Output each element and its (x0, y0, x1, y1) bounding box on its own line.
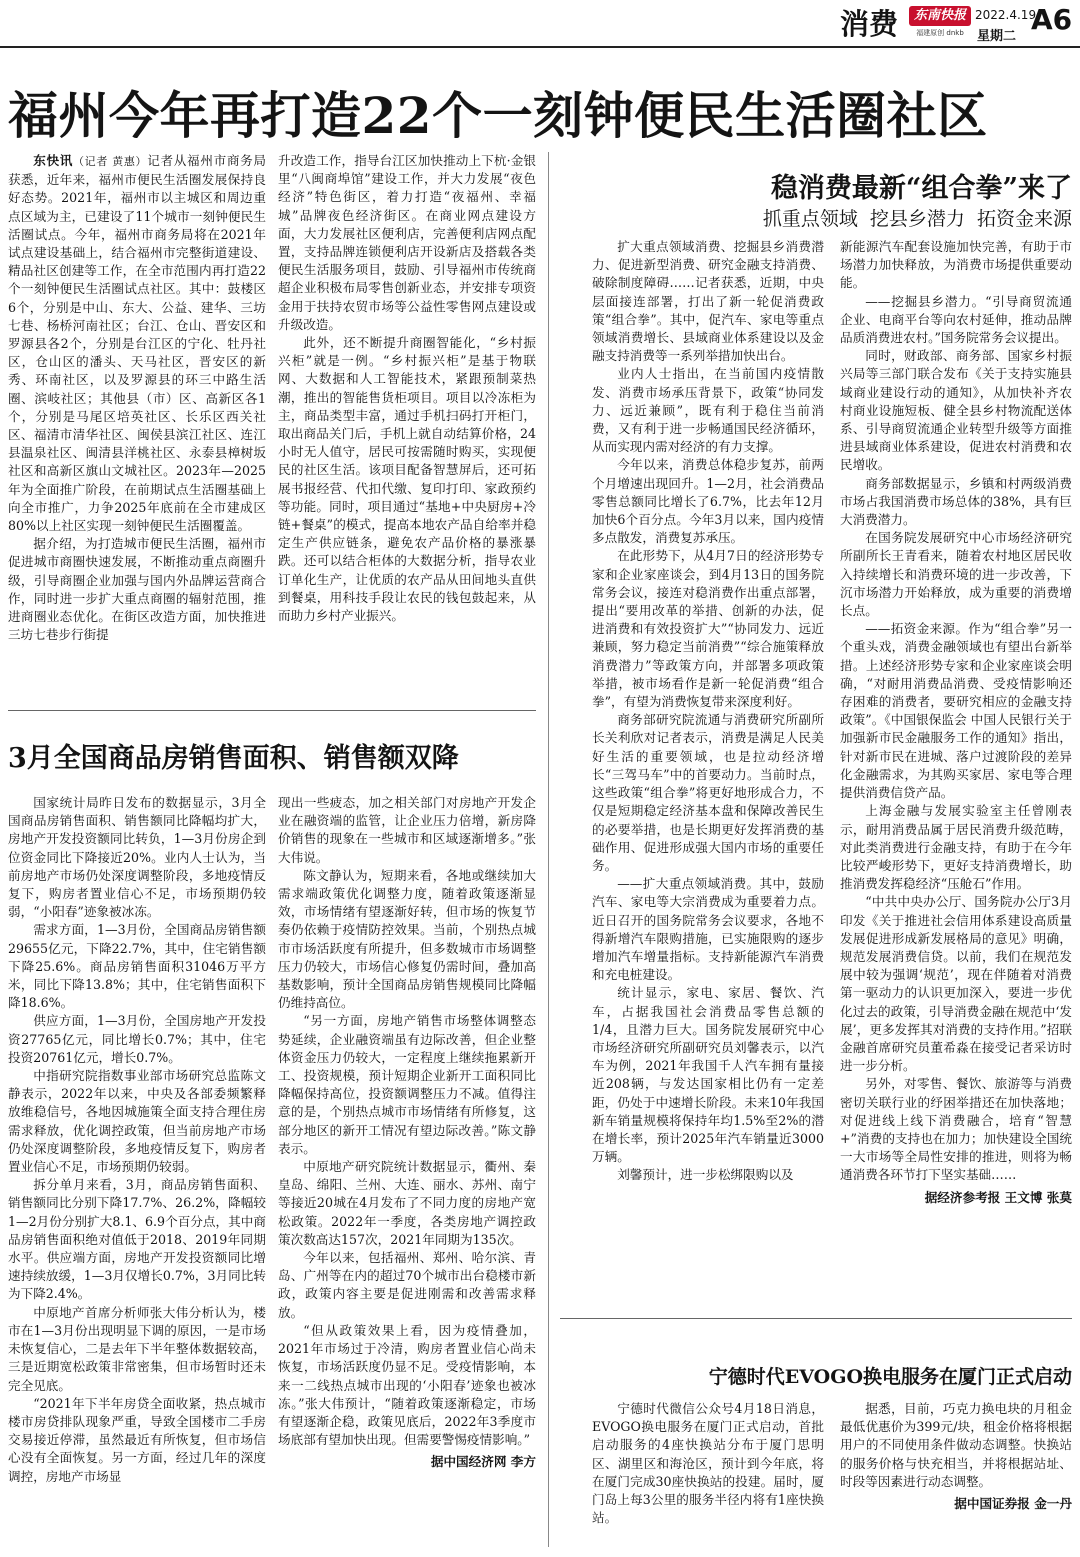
paragraph: 在此形势下，从4月7日的经济形势专家和企业家座谈会，到4月13日的国务院常务会议，接连对稳消费作出重点部署，提出“要用改革的举措、创新的办法，促进消费和有效投资扩大”“协同发力、远近兼顾，努力稳定当前消费”“综合施策释放消费潜力”等政策方向，并部署多项政策举措，被市场看作是新一轮促消费“组合拳”，有望为消费恢复带来深度利好。 (592, 548, 824, 710)
byline: 据中国经济网 李方 (430, 1454, 536, 1470)
article-consumption-column-2 (840, 238, 1072, 1298)
paragraph: “中共中央办公厅、国务院办公厅3月印发《关于推进社会信用体系建设高质量发展促进形成新发展格局的意见》明确，规范发展消费信贷。以前，我们在规范发展中较为强调‘规范’，现在伴随着对消费第一驱动力的认识更加深入，要进一步优化过去的政策，引导消费金融在规范中‘发展’，更多发挥其对消费的支持作用。”招联金融首席研究员董希淼在接受记者采访时进一步分析。 (840, 894, 1072, 1074)
paragraph: 中原地产首席分析师张大伟分析认为，楼市在1—3月份出现明显下调的原因，一是市场未恢复信心，二是去年下半年整体数据较高，三是近期宽松政策非常密集，但市场暂时还未完全见底。 (8, 1304, 266, 1393)
housing-headline: 3月全国商品房销售面积、销售额双降 (8, 743, 459, 774)
paragraph: 今年以来，消费总体稳步复苏，前两个月增速出现回升。1—2月，社会消费品零售总额同比增长了6.7%，比去年12月加快6个百分点。今年3月以来，国内疫情多点散发，消费复苏承压。 (592, 457, 824, 546)
lead-prefix: 东快讯 (33, 153, 73, 168)
paragraph: 同时，财政部、商务部、国家乡村振兴局等三部门联合发布《关于支持实施县域商业建设行动的通知》，从加快补齐农村商业设施短板、健全县乡村物流配送体系、引导商贸流通企业转型升级等方面推进县域商业体系建设，促进农村消费和农民增收。 (840, 348, 1072, 473)
evogo-headline: 宁德时代EVOGO换电服务在厦门正式启动 (708, 1366, 1072, 1388)
paragraph: 刘馨预计，进一步松绑限购以及 (617, 1167, 794, 1183)
paragraph: 上海金融与发展实验室主任曾刚表示，耐用消费品属于居民消费升级范畴，对此类消费进行金融支持，有助于在今年比较严峻形势下，更好支持消费增长，助推消费发挥稳经济“压舱石”作用。 (840, 803, 1072, 892)
page-number: A6 (1031, 3, 1073, 36)
paragraph: 中指研究院指数事业部市场研究总监陈文静表示，2022年以来，中央及各部委频繁释放维稳信号，各地因城施策全面支持合理住房需求释放，优化调控政策，但当前房地产市场仍处深度调整阶段，多地疫情反复下，购房者置业信心不足，市场预期仍较弱。 (8, 1068, 266, 1175)
page-header (0, 0, 1080, 48)
byline: 据经济参考报 王文博 张莫 (924, 1189, 1072, 1205)
paragraph: 据介绍，为打造城市便民生活圈，福州市促进城市商圈快速发展，不断推动重点商圈升级，引导商圈企业加强与国内外品牌运营商合作，同时进一步扩大重点商圈的辐射范围，推进商圈业态优化。在街区改造方面，加快推进三坊七巷步行街提 (8, 536, 266, 643)
byline: 据中国证券报 金一丹 (954, 1496, 1072, 1512)
paragraph: 中原地产研究院统计数据显示，衢州、秦皇岛、绵阳、兰州、大连、丽水、苏州、南宁等接近20城在4月发布了不同力度的房地产宽松政策。2022年一季度，各类房地产调控政策次数高达157次，2021年同期为135次。 (278, 1159, 536, 1247)
article-housing-column-1 (8, 794, 266, 1544)
paragraph: 在国务院发展研究中心市场经济研究所副所长王青看来，随着农村地区居民收入持续增长和消费环境的进一步改善，下沉市场潜力开始释放，成为重要的消费增长点。 (840, 530, 1072, 619)
paragraph: ——拓资金来源。作为“组合拳”另一个重头戏，消费金融领域也有望出台新举措。上述经济形势专家和企业家座谈会明确，“对耐用消费品消费、受疫情影响还存困难的消费者，要研究相应的金融支持政策”。《中国银保监会 中国人民银行关于加强新市民金融服务工作的通知》指出，针对新市民在进城、落户过渡阶段的差异化金融需求，为其购买家居、家电等合理提供消费信贷产品。 (840, 621, 1072, 801)
paragraph: 升改造工作，指导台江区加快推动上下杭·金银里“八闽商埠馆”建设工作，并大力发展“夜色经济”特色街区，着力打造“夜福州、幸福城”品牌夜色经济街区。在商业网点建设方面，大力发展社区便利店，完善便利店网点配置，支持品牌连锁便利店开设新店及搭载各类便民生活服务项目，鼓励、引导福州市传统商超企业积极布局零售创新业态，并安排专项资金用于扶持农贸市场等公益性零售网点建设或升级改造。 (278, 153, 536, 332)
article-main-column-2 (278, 152, 536, 697)
paragraph: 陈文静认为，短期来看，各地或继续加大需求端政策优化调整力度，随着政策逐渐显效，市场情绪有望逐渐好转，但市场的恢复节奏仍依赖于疫情防控效果。当前，个别热点城市市场活跃度有所提升，但多数城市市场调整压力仍较大，市场信心修复仍需时间，叠加高基数影响，预计全国商品房销售规模同比降幅仍维持高位。 (278, 867, 536, 1011)
article-evogo-column-1 (592, 1400, 824, 1550)
section-divider-left (8, 710, 536, 711)
newspaper-logo (909, 6, 971, 40)
paragraph: 统计显示，家电、家居、餐饮、汽车，占据我国社会消费品零售总额的1/4，且潜力巨大。国务院发展研究中心市场经济研究所副研究员刘馨表示，以汽车为例，2021年我国千人汽车拥有量接近208辆，与发达国家相比仍有一定差距，仍处于中速增长阶段。未来10年我国新车销量规模将保持年均1.5%至2%的潜在增长率，预计2025年汽车销量近3000万辆。 (592, 985, 824, 1165)
paragraph: “另一方面，房地产销售市场整体调整态势延续，企业融资端虽有边际改善，但企业整体资金压力仍较大，一定程度上继续拖累新开工、投资规模，预计短期企业新开工面积同比降幅保持高位，投资额调整压力不减。值得注意的是，个别热点城市市场情绪有所修复，这部分地区的新开工情况有望边际改善。”陈文静表示。 (278, 1013, 536, 1156)
consumption-headline: 稳消费最新“组合拳”来了 (770, 173, 1072, 204)
article-main-column-1 (8, 152, 266, 697)
section-name: 消费 (840, 7, 899, 41)
paragraph: 需求方面，1—3月份，全国商品房销售额29655亿元，下降22.7%，其中，住宅销售额下降25.6%。商品房销售面积31046万平方米，同比下降13.8%；其中，住宅销售面积下降18.6%。 (8, 922, 266, 1011)
paragraph: 此外，还不断提升商圈智能化，“乡村振兴柜”就是一例。“乡村振兴柜”是基于物联网、大数据和人工智能技术，紧跟预制菜热潮，推出的智能售货柜项目。项目以冷冻柜为主，商品类型丰富，通过手机扫码打开柜门，取出商品关门后，手机上就自动结算价格，24小时无人值守，居民可按需随时购买，实现便民的社区生活。该项目配备智慧屏后，还可拓展书报经营、代扣代缴、复印打印、家政预约等功能。同时，项目通过“基地+中央厨房+冷链+餐桌”的模式，提高本地农产品自给率并稳定生产供应链条，避免农产品价格的暴涨暴跌。还可以结合柜体的大数据分析，指导农业订单化生产，让优质的农产品从田间地头直供到餐桌，用科技手段让农民的钱包鼓起来，从而助力乡村产业振兴。 (278, 335, 536, 624)
paragraph: 业内人士指出，在当前国内疫情散发、消费市场承压背景下，政策“协同发力、远近兼顾”，既有利于稳住当前消费，又有利于进一步畅通国民经济循环，从而实现内需对经济的有力支撑。 (592, 366, 824, 455)
paragraph: ——扩大重点领域消费。其中，鼓励汽车、家电等大宗消费成为重要着力点。近日召开的国务院常务会议要求，各地不得新增汽车限购措施，已实施限购的逐步增加汽车增量指标。支持新能源汽车消费和充电桩建设。 (592, 876, 824, 983)
paragraph: 宁德时代微信公众号4月18日消息，EVOGO换电服务在厦门正式启动，首批启动服务的4座快换站分布于厦门思明区、湖里区和海沧区，预计到今年底，将在厦门完成30座快换站的投建。届时，厦门岛上每3公里的服务半径内将有1座快换站。 (592, 1401, 824, 1526)
paragraph: 商务部数据显示，乡镇和村两级消费市场占我国消费市场总体的38%，具有巨大消费潜力。 (840, 475, 1072, 528)
header-divider (0, 46, 1080, 48)
consumption-subtitle: 抓重点领域 挖县乡潜力 拓资金来源 (762, 208, 1072, 230)
paragraph: 另外，对零售、餐饮、旅游等与消费密切关联行业的纾困举措还在加快落地；对促进线上线下消费融合，培育“智慧+”消费的支持也在加力；加快建设全国统一大市场等全局性安排的推进，则将为畅通消费各环节打下坚实基础…… (840, 1076, 1072, 1183)
article-evogo-column-2 (840, 1400, 1072, 1550)
paragraph: 拆分单月来看，3月，商品房销售面积、销售额同比分别下降17.7%、26.2%，降幅较1—2月份分别扩大8.1、6.9个百分点，其中商品房销售面积绝对值低于2018、2019年同期水平。供应端方面，房地产开发投资额同比增速持续放缓，1—3月仅增长0.7%，3月同比转为下降2.4%。 (8, 1177, 266, 1302)
logo-subtext: 福建原创 dnkb (916, 29, 964, 37)
column-divider (548, 152, 549, 1547)
paragraph: ——挖掘县乡潜力。“引导商贸流通企业、电商平台等向农村延伸，推动品牌品质消费进农村。”国务院常务会议提出。 (840, 293, 1072, 346)
paragraph: 国家统计局昨日发布的数据显示，3月全国商品房销售面积、销售额同比降幅均扩大，房地产开发投资额同比转负，1—3月份房企到位资金同比下降接近20%。业内人士认为，当前房地产市场仍处深度调整阶段，多地疫情反复下，购房者置业信心不足，市场预期仍较弱，“小阳春”迹象被冰冻。 (8, 795, 266, 920)
paragraph: 新能源汽车配套设施加快完善，有助于市场潜力加快释放，为消费市场提供重要动能。 (840, 239, 1072, 291)
paragraph: 据悉，目前，巧克力换电块的月租金最低优惠价为399元/块，租金价格将根据用户的不同使用条件做动态调整。快换站的服务价格与快充相当，并将根据站址、时段等因素进行动态调整。 (840, 1401, 1072, 1489)
paragraph: 现出一些疲态，加之相关部门对房地产开发企业在融资端的监管，让企业压力倍增，新房降价销售的现象在一些城市和区域逐渐增多。”张大伟说。 (278, 795, 536, 865)
paragraph: 扩大重点领域消费、挖掘县乡消费潜力、促进新型消费、研究金融支持消费、破除制度障碍……记者获悉，近期，中央层面接连部署，打出了新一轮促消费政策“组合拳”。其中，促汽车、家电等重点领域消费增长、县域商业体系建设以及金融支持消费等一系列举措加快出台。 (592, 239, 824, 364)
lead-reporter: （记者 黄惠） (73, 155, 148, 168)
paragraph: 商务部研究院流通与消费研究所副所长关利欣对记者表示，消费是满足人民美好生活的重要领域，也是拉动经济增长“三驾马车”中的首要动力。当前时点，这些政策“组合拳”将更好地形成合力，不仅是短期稳定经济基本盘和保障改善民生的必要举措，也是长期更好发挥消费的基础作用、促进形成强大国内市场的重要任务。 (592, 712, 824, 873)
section-divider-right (560, 1318, 1072, 1319)
main-headline: 福州今年再打造22个一刻钟便民生活圈社区 (8, 86, 988, 145)
paragraph: “但从政策效果上看，因为疫情叠加，2021年市场过于冷清，购房者置业信心尚未恢复，市场活跃度仍显不足。受疫情影响，本来一二线热点城市出现的‘小阳春’迹象也被冰冻。”张大伟预计，“随着政策逐渐稳定，市场有望逐渐企稳，政策见底后，2022年3季度市场底部有望加快出现。但需要警惕疫情影响。” (278, 1322, 536, 1448)
article-consumption-column-1 (592, 238, 824, 1298)
logo-text: 东南快报 (909, 6, 971, 26)
paragraph: 供应方面，1—3月份，全国房地产开发投资27765亿元，同比增长0.7%；其中，住宅投资20761亿元，增长0.7%。 (8, 1013, 266, 1065)
article-housing-column-2 (278, 794, 536, 1544)
issue-weekday: 星期二 (977, 29, 1017, 44)
issue-date: 2022.4.19 (975, 8, 1037, 22)
paragraph: 今年以来，包括福州、郑州、哈尔滨、青岛、广州等在内的超过70个城市出台稳楼市新政，政策内容主要是促进刚需和改善需求释放。 (278, 1250, 536, 1320)
paragraph: “2021年下半年房贷全面收紧，热点城市楼市房贷排队现象严重，导致全国楼市二手房交易接近停滞，虽然最近有所恢复，但市场信心没有全面恢复。另一方面，经过几年的深度调控，房地产市场显 (8, 1395, 266, 1484)
paragraph: 记者从福州市商务局获悉，近年来，福州市便民生活圈发展保持良好态势。2021年，福州市以主城区和周边重点区域为主，已建设了11个城市一刻钟便民生活圈试点。今年，福州市商务局将在2021年试点建设基础上，结合福州市完整街道建设、精品社区创建等工作，在全市范围内再打造22个一刻钟便民生活圈试点社区。其中：鼓楼区6个，分别是中山、东大、公益、建华、三坊七巷、杨桥河南社区；台江、仓山、晋安区和罗源县各2个，分别是台江区的宁化、牡丹社区，仓山区的潘头、天马社区，晋安区的新秀、环南社区，以及罗源县的环三中路生活圈、滨岐社区；其他县（市）区、高新区各1个，分别是马尾区培英社区、长乐区西关社区、福清市清华社区、闽侯县滨江社区、连江县温泉社区、闽清县洋桃社区、永泰县樟树坂社区和高新区旗山文城社区。2023年—2025年为全面推广阶段，在前期试点生活圈基础上向全市推广，力争2025年底前在全市建成区80%以上社区实现一刻钟便民生活圈覆盖。 (8, 153, 266, 534)
